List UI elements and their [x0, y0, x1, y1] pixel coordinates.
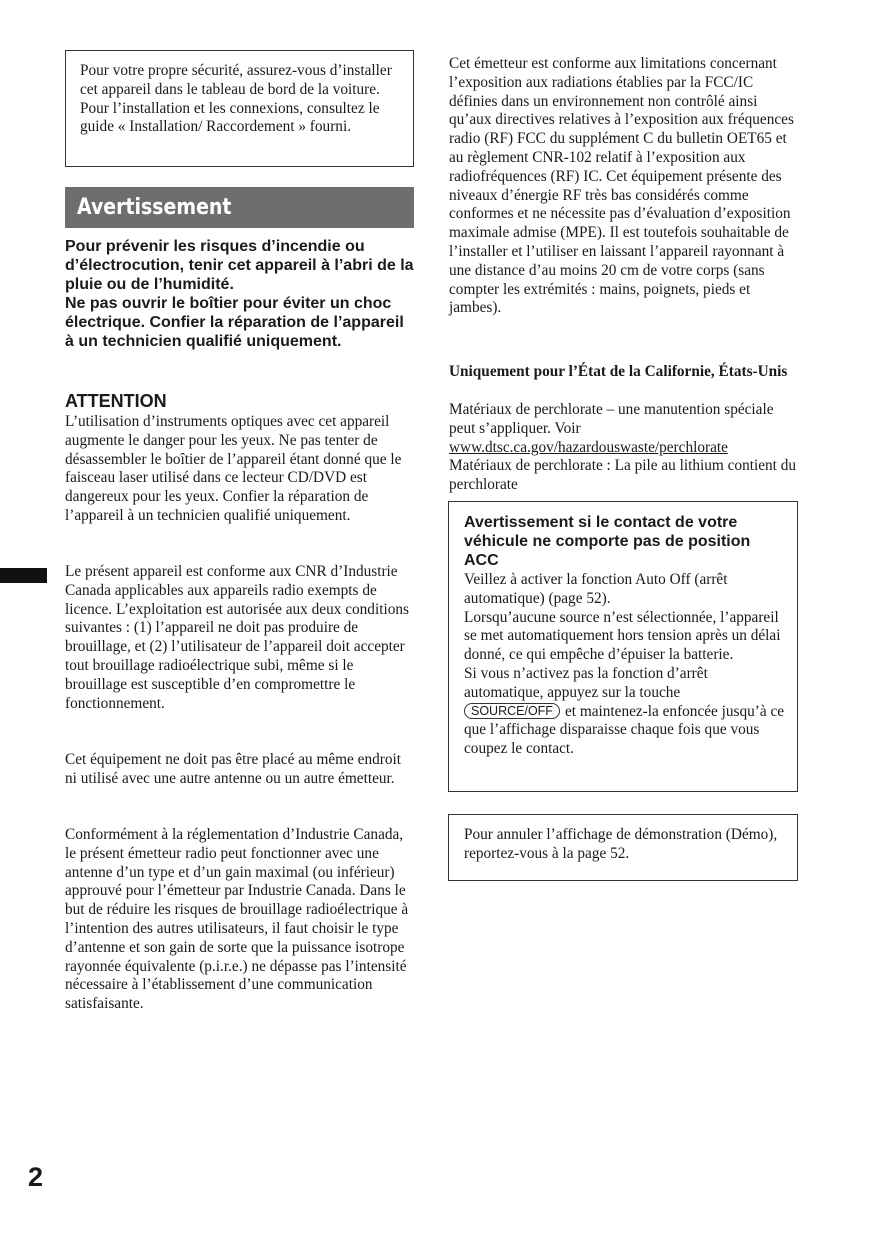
fcc-exposure-text: Cet émetteur est conforme aux limitations concernant l’exposition aux radiations établies par la FCC/IC définies dans un environnement non contrôlé ainsi qu’aux directives relatives à l’exposition aux fréquences radio (RF) FCC du supplément C du bulletin OET65 et au règlement CNR-102 relatif à l’exposition aux radiofréquences (RF) IC. Cet équipement présente des niveaux d’énergie RF très bas considérés comme conformes et ne nécessite pas d’évaluation d’exposition maximale admise (MPE). Il est toutefois souhaitable de l’installer et l’utiliser en laissant l’appareil rayonnant à une distance d’au moins 20 cm de votre corps (sans compter les extrémités : mains, poignets, pieds et jambes). — [449, 55, 794, 317]
perchlorate-link[interactable]: www.dtsc.ca.gov/hazardouswaste/perchlorate — [449, 438, 728, 456]
safety-note-text: Pour votre propre sécurité, assurez-vous d’installer cet appareil dans le tableau de bord de la voiture. Pour l’installation et les connexions, consultez le guide « Installation/ Raccordement » fourni. — [80, 62, 392, 136]
acc-warning-text-part1: Veillez à activer la fonction Auto Off (arrêt automatique) (page 52). Lorsqu’aucune source n’est sélectionnée, l’appareil se met automatiquement hors tension après un délai donné, ce qui empêche d’épuiser la batterie. Si vous n’activez pas la fonction d’arrêt automatique, appuyez sur la touche — [464, 571, 781, 701]
acc-warning-text-part2: et maintenez-la enfoncée jusqu’à ce que l’affichage disparaisse chaque fois que vous coupez le contact. — [464, 702, 785, 758]
attention-text: L’utilisation d’instruments optiques avec cet appareil augmente le danger pour les yeux. Ne pas tenter de désassembler le boîtier de l’appareil étant donné que le faisceau laser utilisé dans ce lecteur CD/DVD est dangereux pour les yeux. Confier la réparation de l’appareil à un technicien qualifié uniquement. — [65, 413, 402, 524]
california-line-2: Matériaux de perchlorate : La pile au lithium contient du perchlorate — [449, 457, 797, 494]
california-notice — [449, 401, 799, 495]
acc-warning-title: Avertissement si le contact de votre véhicule ne comporte pas de position ACC — [464, 514, 751, 569]
california-line-1: Matériaux de perchlorate – une manutention spéciale peut s’appliquer. Voir — [449, 401, 774, 437]
attention-title: ATTENTION — [65, 391, 167, 411]
demo-note-box — [448, 814, 798, 881]
acc-warning-box — [448, 501, 798, 792]
section-tab-marker — [0, 568, 47, 583]
safety-note-box — [65, 50, 414, 167]
warning-bold-text: Pour prévenir les risques d’incendie ou d’électrocution, tenir cet appareil à l’abri de la pluie ou de l’humidité. Ne pas ouvrir le boîtier pour éviter un choc électrique. Confier la réparation de l’appareil à un technicien qualifié uniquement. — [65, 238, 414, 350]
industry-canada-text: Conformément à la réglementation d’Industrie Canada, le présent émetteur radio peut fonctionner avec une antenne d’un type et d’un gain maximal (ou inférieur) approuvé pour l’émetteur par Industrie Canada. Dans le but de réduire les risques de brouillage radioélectrique à l’intention des autres utilisateurs, il faut choisir le type d’antenne et son gain de sorte que la puissance isotrope rayonnée équivalente (p.i.r.e.) ne dépasse pas l’intensité nécessaire à l’établissement d’une communication satisfaisante. — [65, 826, 409, 1013]
source-off-key: SOURCE/OFF — [464, 703, 560, 719]
cnr-compliance-text: Le présent appareil est conforme aux CNR d’Industrie Canada applicables aux appareils radio exempts de licence. L’exploitation est autorisée aux deux conditions suivantes : (1) l’appareil ne doit pas produire de brouillage, et (2) l’utilisateur de l’appareil doit accepter tout brouillage radioélectrique subi, même si le brouillage est susceptible d’en compromettre le fonctionnement. — [65, 563, 409, 712]
california-title: Uniquement pour l’État de la Californie, États-Unis — [449, 363, 788, 380]
acc-warning-text — [464, 571, 787, 759]
warning-heading — [65, 187, 414, 228]
placement-text: Cet équipement ne doit pas être placé au même endroit ni utilisé avec une autre antenne ou un autre émetteur. — [65, 751, 401, 787]
warning-heading-text: Avertissement — [77, 195, 232, 220]
page-number: 2 — [28, 1162, 44, 1192]
demo-note-text: Pour annuler l’affichage de démonstration (Démo), reportez-vous à la page 52. — [464, 826, 778, 862]
